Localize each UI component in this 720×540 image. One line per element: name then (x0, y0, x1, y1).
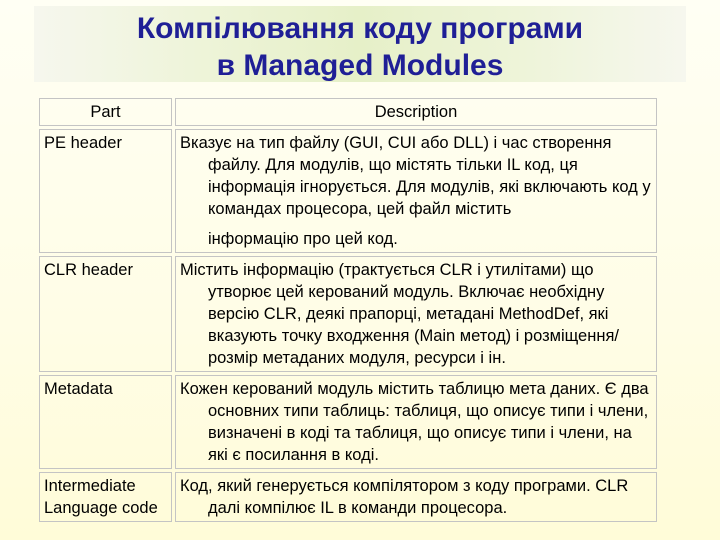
row-part: PE header (39, 129, 172, 253)
header-part: Part (39, 98, 172, 126)
row-description (175, 256, 657, 372)
row-description (175, 472, 657, 522)
row-description (175, 129, 657, 253)
row-part: Intermediate Language code (39, 472, 172, 522)
description-text: Вказує на тип файлу (GUI, CUI або DLL) і час створення файлу. Для модулів, що містять тільки IL код, ця інформація ігнорується. Для модулів, які включають код у командах процесора, цей файл містить (180, 134, 651, 218)
header-description: Description (175, 98, 657, 126)
table-header-row (39, 98, 657, 126)
description-text: Кожен керований модуль містить таблицю мета даних. Є два основних типи таблиць: таблиця, що описує типи і члени, визначені в коді та таблиця, що описує типи і члени, на які є посилання в коді. (180, 380, 649, 464)
description-text: Код, який генерується компілятором з коду програми. CLR далі компілює IL в команди процесора. (180, 477, 629, 517)
row-part: CLR header (39, 256, 172, 372)
table-row (39, 129, 657, 253)
row-description (175, 375, 657, 469)
description-extra-text: інформацію про цей код. (208, 230, 398, 248)
row-part: Metadata (39, 375, 172, 469)
table-row (39, 256, 657, 372)
slide-title-line-2: в Managed Modules (216, 49, 504, 82)
table-row (39, 472, 657, 522)
slide-title (0, 10, 720, 84)
description-text: Містить інформацію (трактується CLR і утилітами) що утворює цей керований модуль. Включає необхідну версію CLR, деякі прапорці, метадані MethodDef, які вказують точку входження (Main метод) і розміщення/розмір метаданих модуля, ресурси і ін. (180, 261, 619, 367)
slide-title-line-1: Компілювання коду програми (136, 12, 584, 45)
managed-module-parts-table (36, 95, 660, 525)
table-row (39, 375, 657, 469)
